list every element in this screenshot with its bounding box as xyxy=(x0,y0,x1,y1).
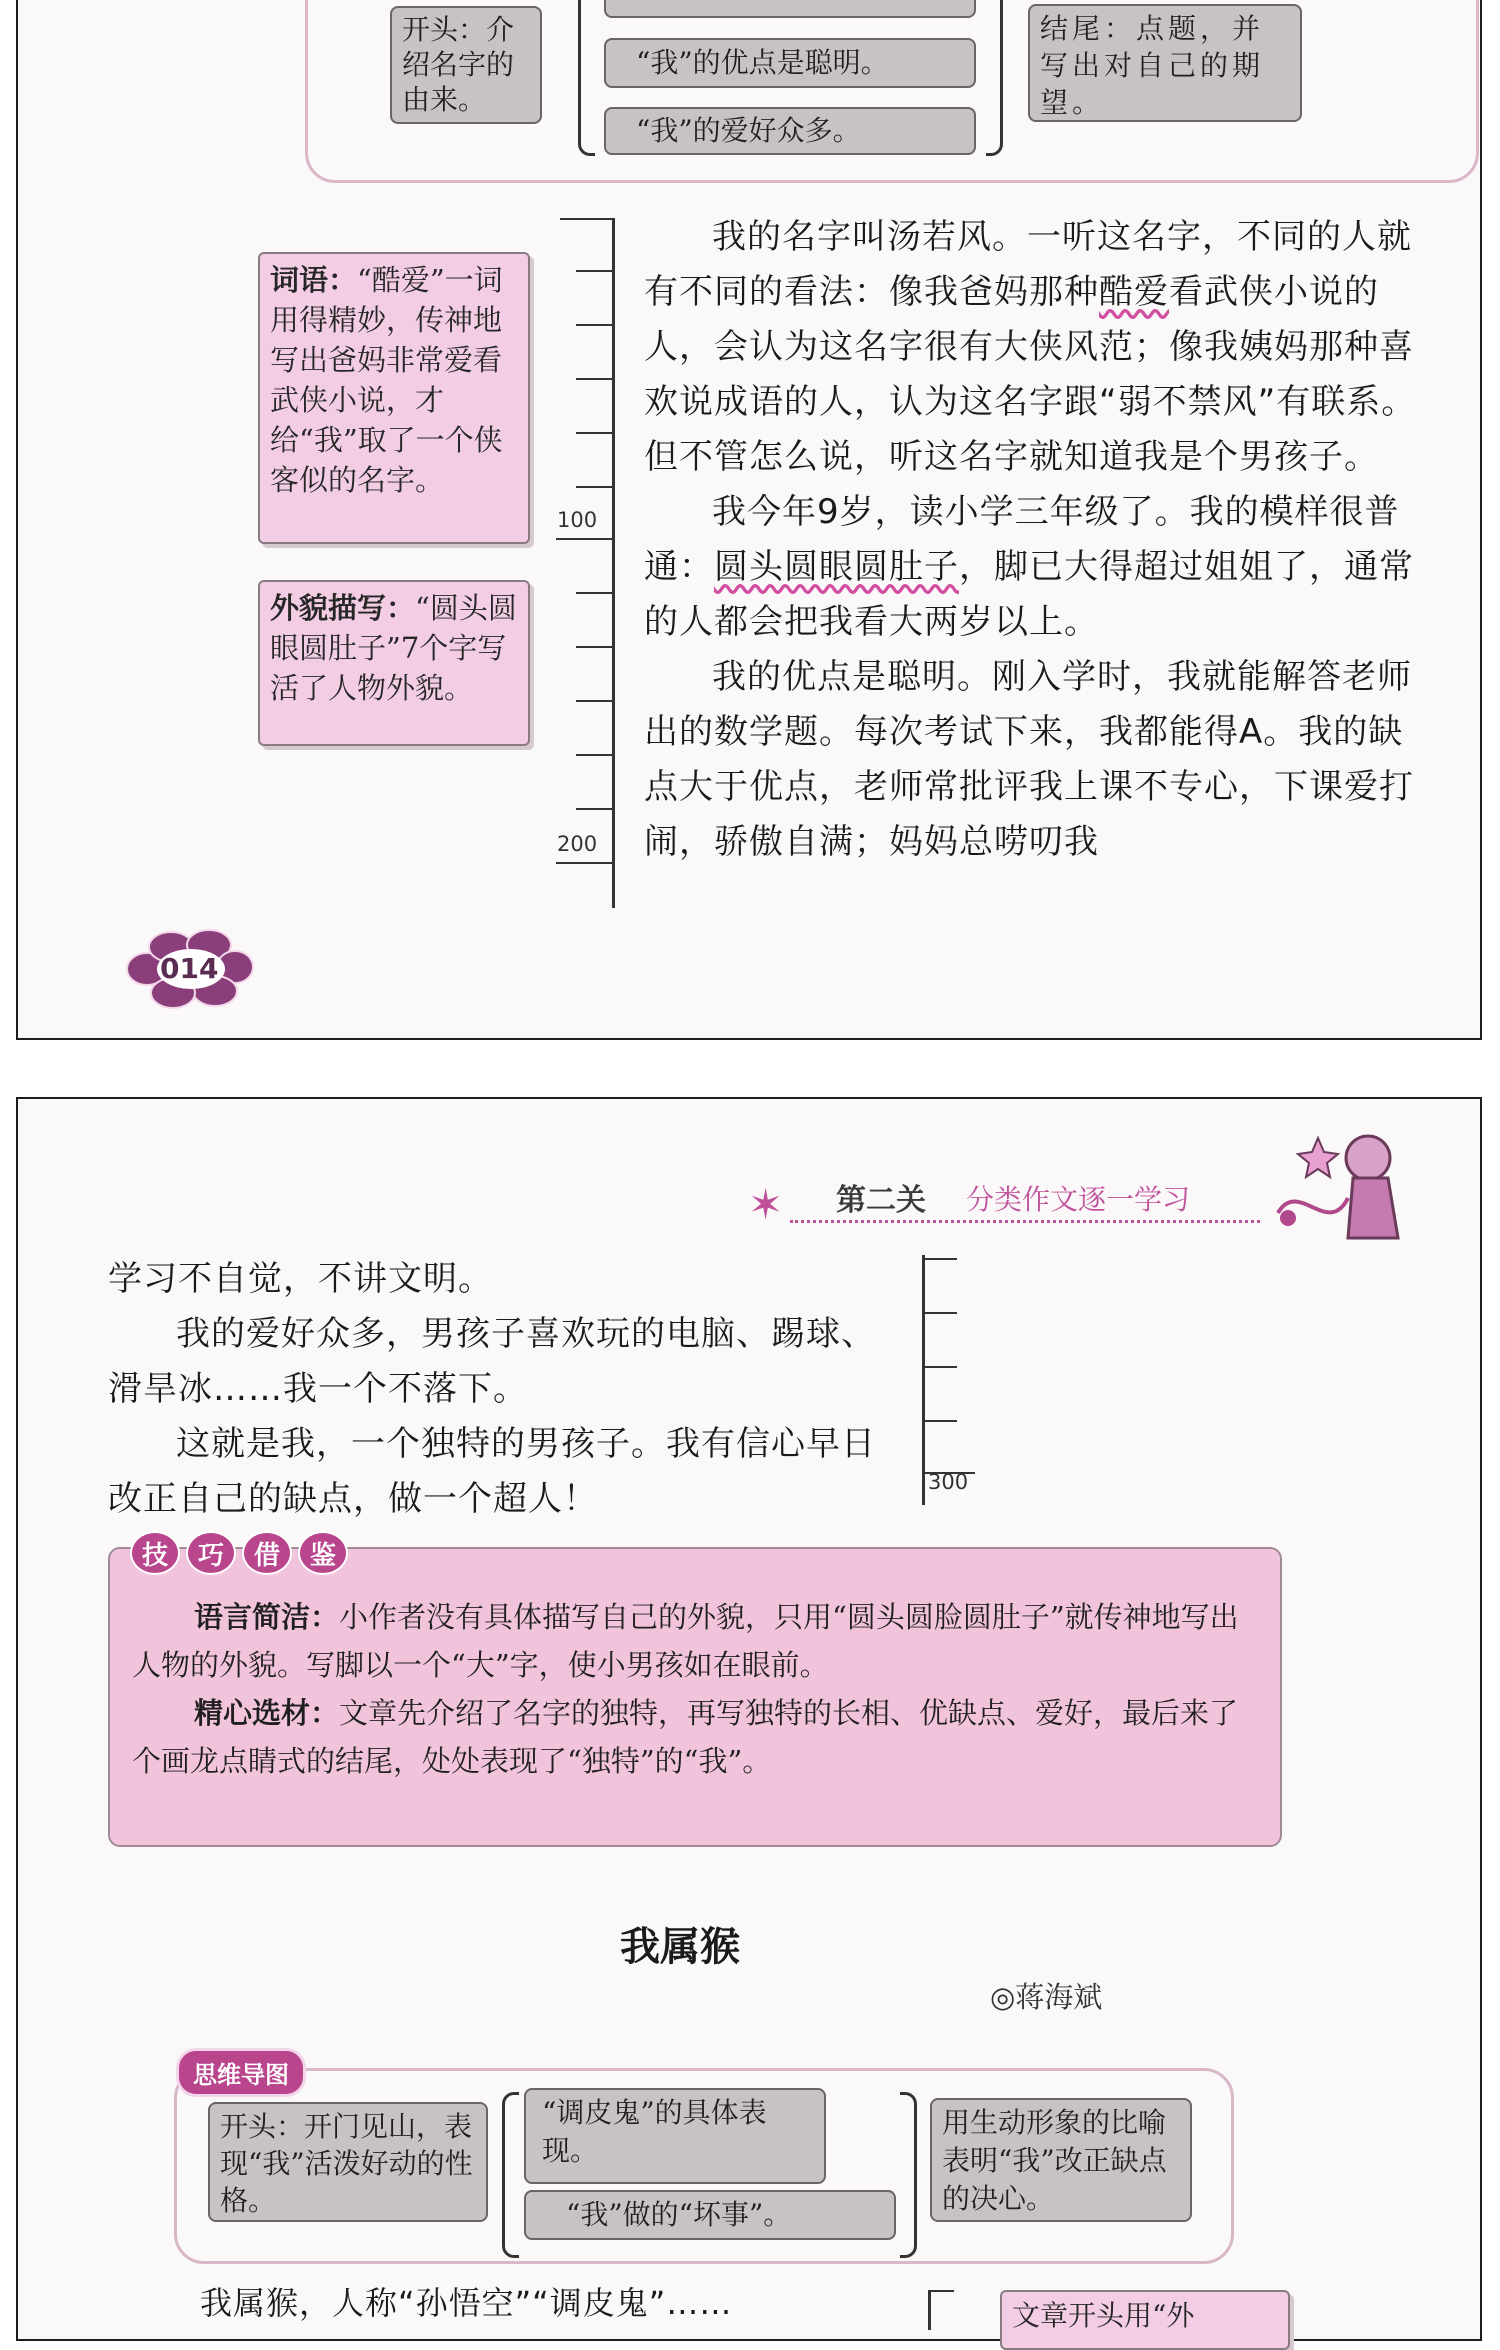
ruler-tick xyxy=(925,1258,957,1260)
ruler-number-200: 200 xyxy=(557,832,598,856)
top-mindmap-brace-left xyxy=(578,0,595,156)
top-mindmap-brace-right xyxy=(986,0,1003,156)
word-count-ruler-start xyxy=(928,2290,931,2330)
ruler-tick xyxy=(556,862,612,864)
ruler-tick xyxy=(576,808,612,810)
skill-reference-box xyxy=(108,1547,1282,1847)
mindmap-badge: 思维导图 xyxy=(176,2048,306,2097)
top-body-text xyxy=(644,210,1434,870)
bottom-mindmap-ending: 用生动形象的比喻表明“我”改正缺点的决心。 xyxy=(930,2098,1192,2222)
ruler-tick xyxy=(576,646,612,648)
top-mindmap-ending: 结尾：点题，并写出对自己的期望。 xyxy=(1028,4,1302,122)
header-star-icon: ✶ xyxy=(748,1180,784,1229)
ruler-tick xyxy=(925,1366,957,1368)
bottom-mindmap-opening: 开头：开门见山，表现“我”活泼好动的性格。 xyxy=(208,2102,488,2222)
header-chapter: 第二关 xyxy=(830,1175,932,1219)
paragraph-conclusion: 这就是我，一个独特的男孩子。我有信心早日改正自己的缺点，做一个超人！ xyxy=(108,1424,876,1519)
ruler-tick xyxy=(560,218,612,220)
paragraph-name: 我的名字叫汤若风。一听这名字，不同的人就有不同的看法：像我爸妈那种酷爱看武侠小说的人，会认为这名字很有大侠风范；像我姨妈那种喜欢说成语的人，认为这名字跟“弱不禁风”有联系。但不管怎么说，听这名字就知道我是个男孩子。 xyxy=(644,217,1417,477)
skill-reference-title xyxy=(130,1530,348,1576)
top-mindmap-middle-partial xyxy=(604,0,976,18)
top-mindmap-opening: 开头：介绍名字的由来。 xyxy=(390,6,542,124)
ruler-tick xyxy=(928,2290,954,2292)
ruler-tick xyxy=(576,486,612,488)
top-mindmap-middle-1: “我”的优点是聪明。 xyxy=(604,38,976,88)
skill-title-char: 技 xyxy=(130,1531,180,1575)
bottom-body-text xyxy=(108,1252,898,1527)
ruler-tick xyxy=(576,270,612,272)
ruler-number-300: 300 xyxy=(928,1470,969,1494)
ruler-tick xyxy=(576,754,612,756)
essay-author: ◎蒋海斌 xyxy=(990,1980,1103,2014)
ruler-tick xyxy=(925,1312,957,1314)
header-dotted-rule xyxy=(790,1220,1260,1223)
skill-title-char: 鉴 xyxy=(298,1531,348,1575)
side-note-appearance: 外貌描写：“圆头圆眼圆肚子”7个字写活了人物外貌。 xyxy=(258,580,530,746)
ruler-tick xyxy=(556,538,612,540)
bottom-mindmap-middle-1: “调皮鬼”的具体表现。 xyxy=(524,2088,826,2184)
side-note-opening-partial: 文章开头用“外 xyxy=(1000,2290,1290,2350)
word-count-ruler-bottom xyxy=(922,1255,925,1505)
ruler-tick xyxy=(576,592,612,594)
bottom-mindmap-brace-left xyxy=(502,2092,519,2258)
header-fairy-icon xyxy=(1258,1118,1408,1268)
paragraph-hobbies: 我的爱好众多，男孩子喜欢玩的电脑、踢球、滑旱冰……我一个不落下。 xyxy=(108,1314,876,1409)
skill-item-material: 精心选材：文章先介绍了名字的独特，再写独特的长相、优缺点、爱好，最后来了个画龙点睛式的结尾，处处表现了“独特”的“我”。 xyxy=(132,1696,1239,1778)
header-title: 分类作文逐一学习 xyxy=(960,1178,1196,1218)
paragraph-appearance: 我今年9岁，读小学三年级了。我的模样很普通：圆头圆眼圆肚子，脚已大得超过姐姐了，通常的人都会把我看大两岁以上。 xyxy=(644,492,1414,642)
paragraph-strengths: 我的优点是聪明。刚入学时，我就能解答老师出的数学题。每次考试下来，我都能得A。我的缺点大于优点，老师常批评我上课不专心，下课爱打闹，骄傲自满；妈妈总唠叨我 xyxy=(644,657,1414,862)
side-note-word: 词语：“酷爱”一词用得精妙，传神地写出爸妈非常爱看武侠小说，才给“我”取了一个侠客似的名字。 xyxy=(258,252,530,544)
essay-first-line: 我属猴，人称“孙悟空”“调皮鬼”…… xyxy=(200,2284,733,2322)
skill-title-char: 巧 xyxy=(186,1531,236,1575)
word-count-ruler xyxy=(612,218,615,908)
skill-title-char: 借 xyxy=(242,1531,292,1575)
bottom-mindmap-middle-2: “我”做的“坏事”。 xyxy=(524,2190,896,2240)
ruler-tick xyxy=(576,324,612,326)
page-number: 014 xyxy=(160,952,219,985)
ruler-tick xyxy=(925,1420,957,1422)
skill-item-concise: 语言简洁：小作者没有具体描写自己的外貌，只用“圆头圆脸圆肚子”就传神地写出人物的外貌。写脚以一个“大”字，使小男孩如在眼前。 xyxy=(132,1600,1239,1682)
paragraph-continued: 学习不自觉，不讲文明。 xyxy=(108,1259,493,1299)
bottom-mindmap-brace-right xyxy=(900,2092,917,2258)
ruler-tick xyxy=(576,432,612,434)
top-mindmap-middle-2: “我”的爱好众多。 xyxy=(604,107,976,155)
ruler-tick xyxy=(576,700,612,702)
ruler-tick xyxy=(576,378,612,380)
essay-title: 我属猴 xyxy=(620,1924,740,1970)
ruler-number-100: 100 xyxy=(557,508,598,532)
